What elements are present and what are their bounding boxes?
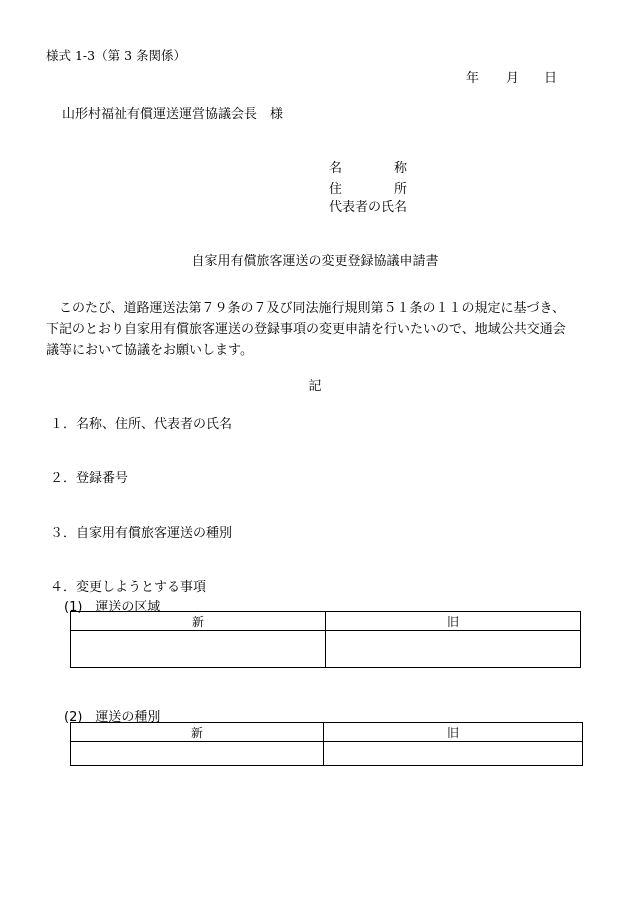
date-year-label: 年 [466, 71, 480, 86]
body-line: 下記のとおり自家用有償旅客運送の登録事項の変更申請を行いたいので、地域公共交通会 [46, 322, 566, 337]
ki-heading: 記 [308, 379, 322, 394]
addressee: 山形村福祉有償運送運営協議会長 様 [62, 107, 284, 122]
form-number: 様式 1-3（第 3 条関係） [46, 48, 187, 63]
application-body [46, 298, 591, 361]
type-old-cell[interactable] [324, 742, 583, 766]
area-new-cell[interactable] [71, 631, 326, 668]
item-changes: ４．変更しようとする事項 [50, 580, 207, 595]
applicant-address-label: 住 所 [329, 182, 408, 197]
document-title: 自家用有償旅客運送の変更登録協議申請書 [191, 254, 439, 269]
subsection-type-label: (2) 運送の種別 [64, 710, 161, 725]
column-header-new: 新 [71, 612, 326, 631]
area-old-cell[interactable] [326, 631, 581, 668]
body-line: 議等において協議をお願いします。 [46, 343, 253, 358]
item-name-address: １．名称、住所、代表者の氏名 [50, 417, 233, 432]
date-month-label: 月 [506, 71, 520, 86]
column-header-new: 新 [71, 723, 324, 742]
date-day-label: 日 [544, 71, 558, 86]
representative-name-label: 代表者の氏名 [329, 200, 408, 215]
applicant-name-label: 名 称 [329, 161, 408, 176]
area-change-table [70, 611, 581, 668]
body-line: このたび、道路運送法第７９条の７及び同法施行規則第５１条の１１の規定に基づき、 [59, 301, 565, 316]
item-transport-type: ３．自家用有償旅客運送の種別 [50, 526, 233, 541]
type-new-cell[interactable] [71, 742, 324, 766]
type-change-table [70, 722, 583, 766]
column-header-old: 旧 [324, 723, 583, 742]
subsection-area-label: (1) 運送の区域 [64, 600, 161, 615]
column-header-old: 旧 [326, 612, 581, 631]
item-registration-number: ２．登録番号 [50, 471, 129, 486]
